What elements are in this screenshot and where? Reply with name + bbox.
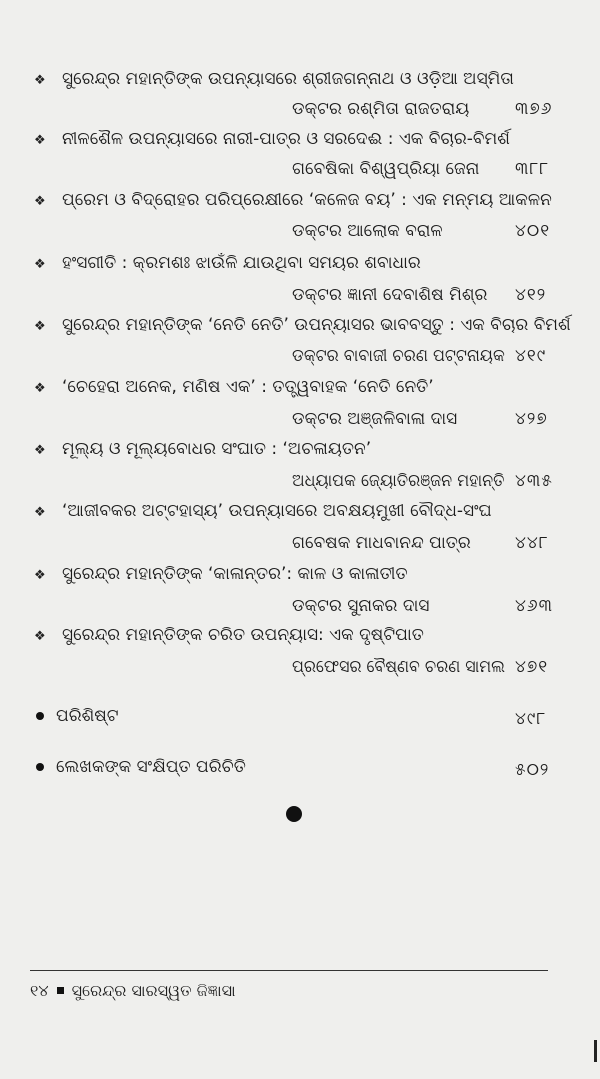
entry-page-number: ୪୭୧ — [515, 657, 549, 677]
diamond-bullet-icon: ❖ — [34, 133, 46, 148]
end-ornament-dot — [286, 806, 302, 822]
entry-author: ଗବେଷକ ମାଧବାନନ୍ଦ ପାତ୍ର — [292, 533, 471, 553]
footer-page-number: ୧୪ — [30, 981, 49, 1000]
footer-book-title: ସୁରେନ୍ଦ୍ର ସାରସ୍ୱତ ଜିଜ୍ଞାସା — [71, 981, 236, 1000]
entry-page-number: ୪୬୩ — [515, 596, 553, 616]
diamond-bullet-icon: ❖ — [34, 381, 46, 396]
scan-edge-mark — [594, 1040, 597, 1062]
diamond-bullet-icon: ❖ — [34, 629, 46, 644]
entry-page-number: ୪୧୯ — [515, 346, 547, 366]
diamond-bullet-icon: ❖ — [34, 257, 46, 272]
entry-title: ସୁରେନ୍ଦ୍ର ମହାନ୍ତିଙ୍କ ‘ନେତି ନେତି’ ଉପନ୍ୟାସର ଭାବବସ୍ତୁ : ଏକ ବିଚାର ବିମର୍ଶ — [62, 315, 571, 335]
diamond-bullet-icon: ❖ — [34, 73, 46, 88]
entry-author: ଡକ୍ଟର ଅଞ୍ଜଳିବାଳା ଦାସ — [292, 409, 458, 429]
entry-title: ମୂଲ୍ୟ ଓ ମୂଲ୍ୟବୋଧର ସଂଘାତ : ‘ଅଚଳାୟତନ’ — [62, 439, 372, 459]
entry-author: ଡକ୍ଟର ରଶ୍ମିତା ରାଜତରାୟ — [292, 99, 470, 119]
diamond-bullet-icon: ❖ — [34, 443, 46, 458]
entry-author: ଡକ୍ଟର ଆଲୋକ ବରାଳ — [292, 221, 443, 241]
diamond-bullet-icon: ❖ — [34, 194, 46, 209]
entry-title: ସୁରେନ୍ଦ୍ର ମହାନ୍ତିଙ୍କ ଉପନ୍ୟାସରେ ଶ୍ରୀଜଗନ୍ନାଥ ଓ ଓଡ଼ିଆ ଅସ୍ମିତା — [62, 69, 514, 89]
section-title: ପରିଶିଷ୍ଟ — [56, 706, 119, 726]
entry-title: ‘ଚେହେରା ଅନେକ, ମଣିଷ ଏକ’ : ତତ୍ତ୍ୱବାହକ ‘ନେତି ନେତି’ — [62, 377, 434, 397]
section-page-number: ୪୯୮ — [515, 709, 547, 729]
entry-page-number: ୩୮୮ — [515, 159, 550, 179]
section-title: ଲେଖକଙ୍କ ସଂକ୍ଷିପ୍ତ ପରିଚିତି — [56, 757, 246, 777]
diamond-bullet-icon: ❖ — [34, 505, 46, 520]
page-footer — [30, 980, 236, 1002]
entry-page-number: ୪୩୫ — [515, 471, 553, 491]
diamond-bullet-icon: ❖ — [34, 568, 46, 583]
entry-author: ଡକ୍ଟର ବାବାଜୀ ଚରଣ ପଟ୍ଟନାୟକ — [292, 346, 505, 366]
bullet-dot-icon — [36, 763, 44, 771]
entry-page-number: ୪୪୮ — [515, 533, 549, 553]
entry-title: ‘ଆଜୀବକର ଅଟ୍ଟହାସ୍ୟ’ ଉପନ୍ୟାସରେ ଅବକ୍ଷୟମୁଖୀ ବୌଦ୍ଧ-ସଂଘ — [62, 501, 492, 521]
entry-title: ପ୍ରେମ ଓ ବିଦ୍ରୋହର ପରିପ୍ରେକ୍ଷୀରେ ‘କଳେଜ ବୟ’ : ଏକ ମନ୍ମୟ ଆକଳନ — [62, 190, 552, 210]
entry-author: ଡକ୍ଟର ସୁନାକର ଦାସ — [292, 596, 430, 616]
square-separator-icon — [57, 987, 64, 994]
entry-author: ପ୍ରଫେସର ବୈଷ୍ଣବ ଚରଣ ସାମଲ — [292, 657, 505, 677]
entry-page-number: ୪୦୧ — [515, 221, 551, 241]
footer-rule — [30, 970, 548, 971]
entry-author: ଗବେଷିକା ବିଶ୍ୱପ୍ରିୟା ଜେନା — [292, 159, 480, 179]
entry-page-number: ୩୭୬ — [515, 99, 553, 119]
entry-page-number: ୪୨୭ — [515, 409, 548, 429]
entry-title: ସୁରେନ୍ଦ୍ର ମହାନ୍ତିଙ୍କ ଚରିତ ଉପନ୍ୟାସ: ଏକ ଦୃଷ୍ଟିପାତ — [62, 625, 424, 645]
entry-title: ସୁରେନ୍ଦ୍ର ମହାନ୍ତିଙ୍କ ‘କାଳାନ୍ତର’: କାଳ ଓ କାଳାତୀତ — [62, 564, 408, 584]
entry-page-number: ୪୧୨ — [515, 285, 547, 305]
entry-title: ନୀଳଶୈଳ ଉପନ୍ୟାସରେ ନାରୀ-ପାତ୍ର ଓ ସରଦେଈ : ଏକ ବିଚାର-ବିମର୍ଶ — [62, 129, 510, 149]
diamond-bullet-icon: ❖ — [34, 319, 46, 334]
entry-title: ହଂସଗୀତି : କ୍ରମଶଃ ଝାଉଁଳି ଯାଉଥିବା ସମୟର ଶବାଧାର — [62, 253, 421, 273]
entry-author: ଡକ୍ଟର ଜ୍ଞାନୀ ଦେବାଶିଷ ମିଶ୍ର — [292, 285, 488, 305]
bullet-dot-icon — [36, 712, 44, 720]
section-page-number: ୫୦୨ — [515, 760, 550, 780]
entry-author: ଅଧ୍ୟାପକ ଜ୍ୟୋତିରଞ୍ଜନ ମହାନ୍ତି — [292, 471, 505, 491]
